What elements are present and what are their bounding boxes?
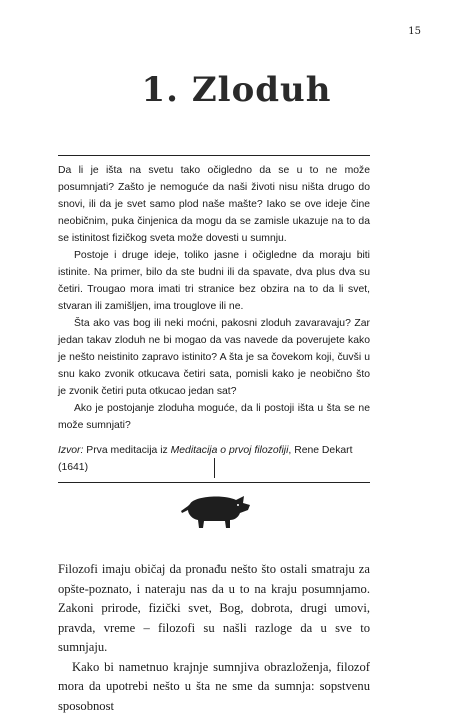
source-title: Meditacija o prvoj filozofiji bbox=[171, 445, 289, 456]
quote-paragraph: Šta ako vas bog ili neki moćni, pakosni zloduh zavaravaju? Zar jedan takav zloduh ne bi mogao da vas navede da poverujete kako je nešto neistinito zapravo istinito? A šta je sa čovekom koji, čuvši u snu kako zvonik otkucava četiri sata, pomisli kako je neobično što je zvonik četiri puta otkucao jedan sat? bbox=[58, 315, 370, 400]
page-number: 15 bbox=[408, 26, 421, 37]
quote-paragraph: Ako je postojanje zloduha moguće, da li postoji išta u šta se ne može sumnjati? bbox=[58, 400, 370, 434]
source-label: Izvor: bbox=[58, 445, 83, 456]
body-text bbox=[58, 560, 370, 716]
body-paragraph: Filozofi imaju običaj da pronađu nešto što ostali smatraju za opšte-poznato, i nateraju nas da u to na kraju posumnjamo. Zakoni prirode, fizički svet, Bog, dobrota, drugi umovi, pravda, vreme – filozofi su našli razloge da u sve to sumnjaju. bbox=[58, 560, 370, 658]
quote-paragraph: Da li je išta na svetu tako očigledno da se u to ne može posumnjati? Zašto je nemoguće da naši životi nisu ništa drugo do snovi, ili da je svet samo plod naše mašte? Iako se ove ideje čine neobičnim, puka činjenica da mogu da se zamisle ukazuje na to da se istinitost fizičkog sveta može dovesti u sumnju. bbox=[58, 162, 370, 247]
box-bottom-rule bbox=[58, 482, 370, 483]
source-suffix: , Rene Dekart (1641) bbox=[58, 445, 353, 473]
chapter-title: 1. Zloduh bbox=[0, 70, 473, 110]
quote-paragraph: Postoje i druge ideje, toliko jasne i očigledne da moraju biti istinite. Na primer, bilo da ste budni ili da spavate, dva plus dva su četiri. Trougao mora imati tri stranice bez obzira na to da li svet, stvaran ili zamišljen, ima trouglove ili ne. bbox=[58, 247, 370, 315]
source-prefix: Prva meditacija iz bbox=[83, 445, 170, 456]
quote-text bbox=[58, 156, 370, 434]
pig-icon bbox=[178, 490, 252, 532]
divider-tick bbox=[214, 458, 215, 478]
body-paragraph: Kako bi nametnuo krajnje sumnjiva obrazloženja, filozof mora da upotrebi nešto u šta ne sme da sumnja: sopstvenu sposobnost bbox=[58, 658, 370, 716]
quote-box bbox=[58, 155, 370, 483]
